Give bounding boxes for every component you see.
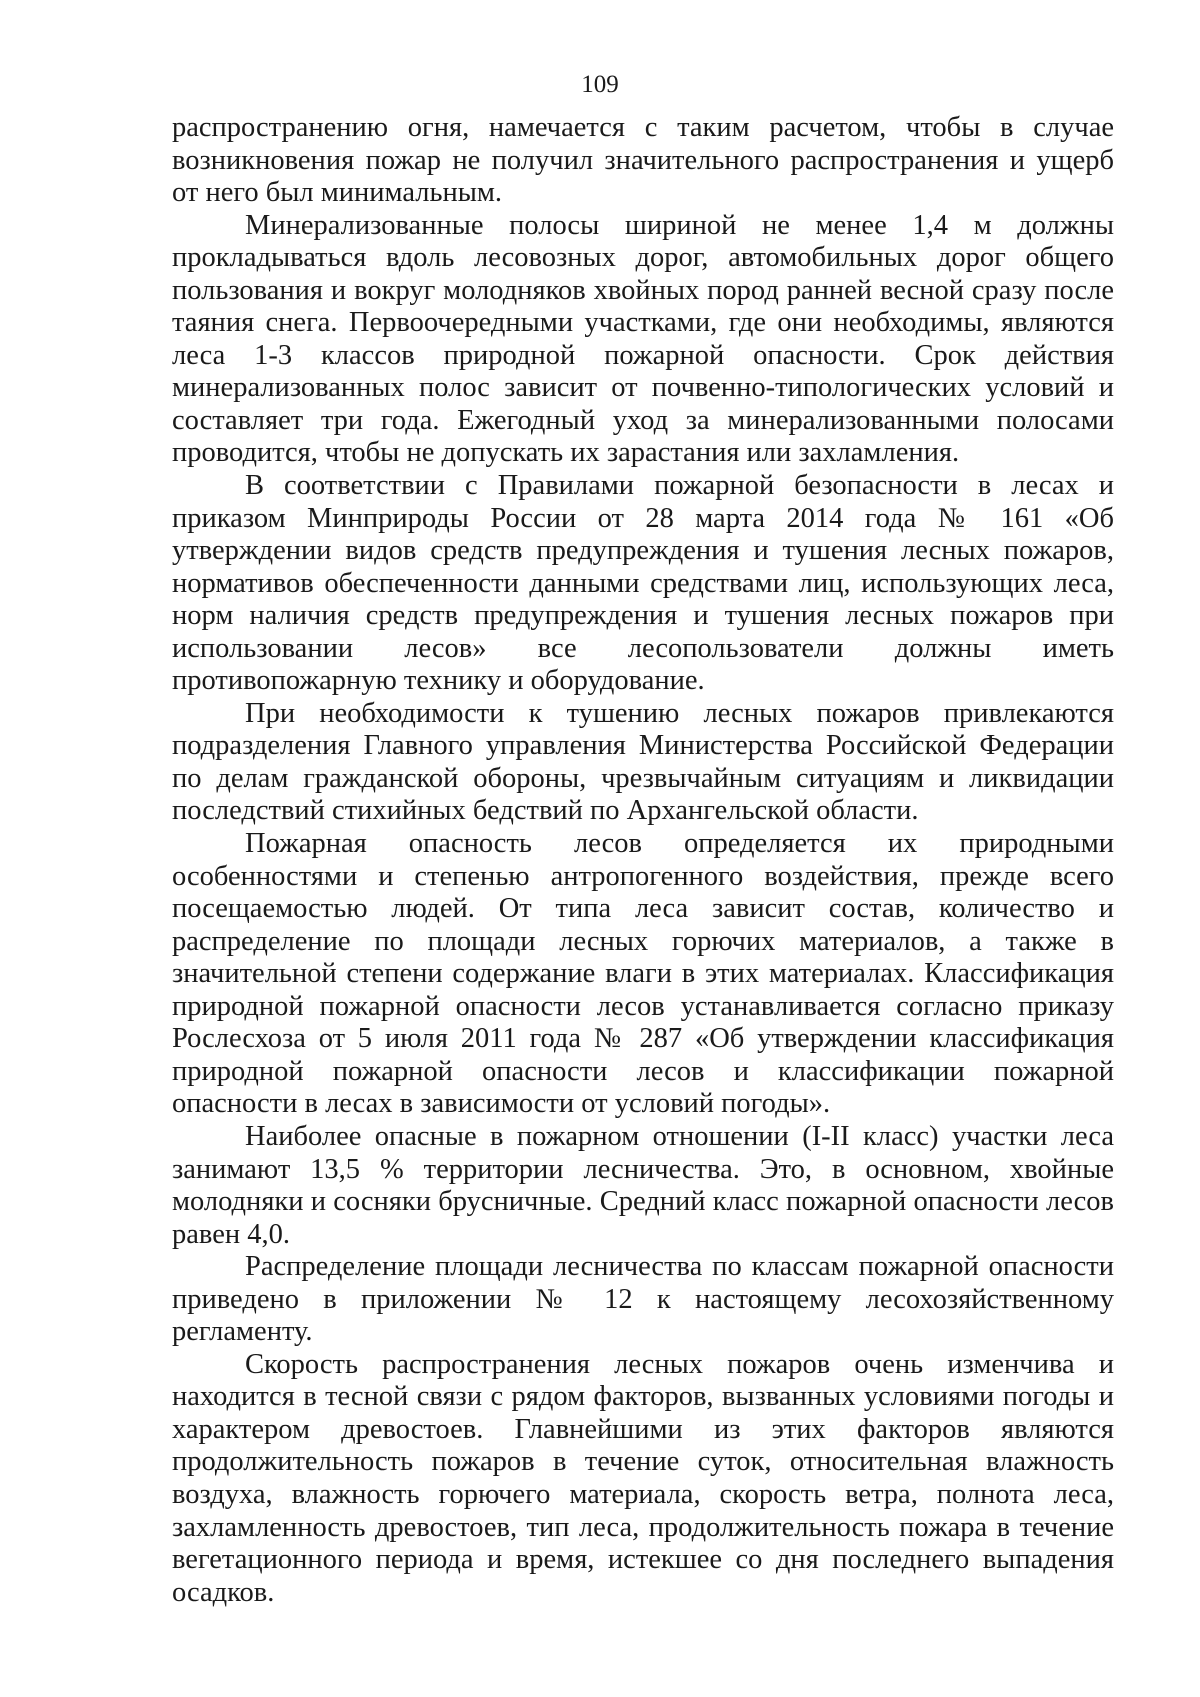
paragraph-fire-safety-rules: В соответствии с Правилами пожарной безопасности в лесах и приказом Минприроды России от 28 марта 2014 года № 161 «Об утверждении видов средств предупреждения и тушения лесных пожаров, нормативов обеспеченности данными средствами лиц, использующих леса, норм наличия средств предупреждения и тушения лесных пожаров при использовании лесов» все лесопользователи должны иметь противопожарную технику и оборудование. bbox=[172, 470, 1114, 697]
document-body bbox=[172, 112, 1114, 1609]
paragraph-emergency-units: При необходимости к тушению лесных пожаров привлекаются подразделения Главного управления Министерства Российской Федерации по делам гражданской обороны, чрезвычайным ситуациям и ликвидации последствий стихийных бедствий по Архангельской области. bbox=[172, 697, 1114, 827]
paragraph-continuation: распространению огня, намечается с таким расчетом, чтобы в случае возникновения пожар не получил значительного распространения и ущерб от него был минимальным. bbox=[172, 112, 1114, 209]
paragraph-mineralized-strips: Минерализованные полосы шириной не менее 1,4 м должны прокладываться вдоль лесовозных дорог, автомобильных дорог общего пользования и вокруг молодняков хвойных пород ранней весной сразу после таяния снега. Первоочередными участками, где они необходимы, являются леса 1-3 классов природной пожарной опасности. Срок действия минерализованных полос зависит от почвенно-типологических условий и составляет три года. Ежегодный уход за минерализованными полосами проводится, чтобы не допускать их зарастания или захламления. bbox=[172, 209, 1114, 469]
page-number: 109 bbox=[581, 71, 619, 98]
paragraph-fire-spread-factors: Скорость распространения лесных пожаров очень изменчива и находится в тесной связи с рядом факторов, вызванных условиями погоды и характером древостоев. Главнейшими из этих факторов являются продолжительность пожаров в течение суток, относительная влажность воздуха, влажность горючего материала, скорость ветра, полнота леса, захламленность древостоев, тип леса, продолжительность пожара в течение вегетационного периода и время, истекшее со дня последнего выпадения осадков. bbox=[172, 1348, 1114, 1608]
paragraph-fire-hazard-classification: Пожарная опасность лесов определяется их природными особенностями и степенью антропогенного воздействия, прежде всего посещаемостью людей. От типа леса зависит состав, количество и распределение по площади лесных горючих материалов, а также в значительной степени содержание влаги в этих материалах. Классификация природной пожарной опасности лесов устанавливается согласно приказу Рослесхоза от 5 июля 2011 года № 287 «Об утверждении классификация природной пожарной опасности лесов и классификации пожарной опасности в лесах в зависимости от условий погоды». bbox=[172, 828, 1114, 1120]
paragraph-hazardous-areas: Наиболее опасные в пожарном отношении (I-II класс) участки леса занимают 13,5 % территории лесничества. Это, в основном, хвойные молодняки и сосняки брусничные. Средний класс пожарной опасности лесов равен 4,0. bbox=[172, 1120, 1114, 1250]
paragraph-appendix-reference: Распределение площади лесничества по классам пожарной опасности приведено в приложении № 12 к настоящему лесохозяйственному регламенту. bbox=[172, 1251, 1114, 1348]
